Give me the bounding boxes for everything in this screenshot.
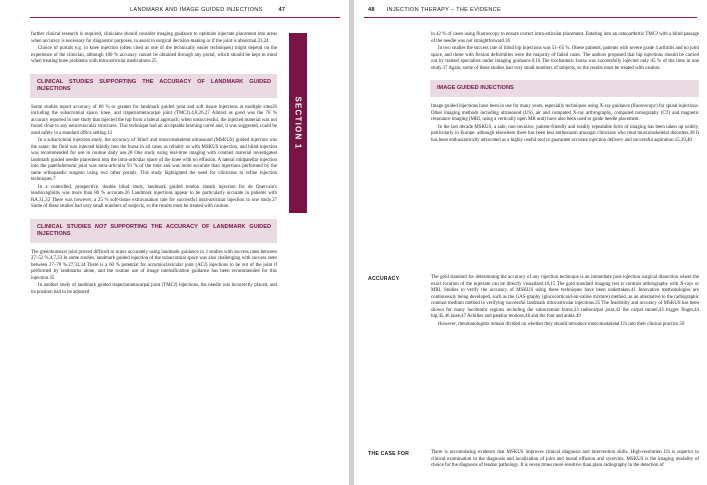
paragraph: in 42 % of cases using fluoroscopy to ensure correct intra-articular placement. Entering into an osteoarthritic TMCJ with a blind passage of the needle was not straightforward.36	[431, 32, 699, 44]
heading-not-supporting-accuracy	[30, 219, 277, 243]
side-label-accuracy: ACCURACY	[368, 276, 400, 282]
right-column-top	[431, 32, 699, 145]
heading-not-supporting-text: SUPPORTING THE ACCURACY OF LANDMARK GUIDED INJECTIONS	[37, 223, 271, 237]
right-page	[354, 0, 707, 485]
paragraph: The gold standard for determining the accuracy of any injection technique is an immediate post-injection surgical dissection where the exact location of the injectate can be directly visualized.10,15 The gold standard imaging test is contrast arthrography with X-rays or MRI. Studies to verify the accuracy of MSKUS using these techniques have been undertaken.41 Innovative methodologies are continuously being developed, such as the GAS-graphy (glucocorticoid-air-saline mixture) method, as an alternative to the radiographic contrast medium method in verifying successful landmark intra-articular injections.25 The feasibility and accuracy of MSKUS has been shown for many locomotor regions including the subacromial bursa,33 radiocarpal joint,42 the carpal tunnel,43 trigger finger,44 hip,45,46 knee,47 Achilles and patellar tendons,48 and the foot and ankle.49	[431, 275, 699, 319]
side-label-case-for: THE CASE FOR	[368, 451, 410, 457]
paragraph: There is accumulating evidence that MSKUS improves clinical diagnosis and intervention skills. High-resolution US is superior to clinical examination in the diagnosis and localization of joint and bursal effusion and synovitis. MSKUS is the imaging modality of choice for the diagnosis of tendon pathology. It is seven times more sensitive than plain radiography in the detection of	[431, 450, 699, 468]
right-running-head-title: INJECTION THERAPY – THE EVIDENCE	[386, 7, 502, 13]
paragraph: The glenohumeral joint proved difficult to inject accurately using landmark guidance in 3 studies with success rates between 27–52 %.4,7,33 In some studies, landmark guided injection of the subacromial space was also challenging with success rates between 27–70 %.27,33,34 There is a 60 % potential for acromioclavicular joint (ACJ) injections to be out of the joint if performed by landmarks alone, and the routine use of image intensification guidance has been recommended for this injection.35	[31, 249, 277, 281]
heading-image-guided: IMAGE GUIDED INJECTIONS	[430, 80, 699, 97]
heading-supporting-accuracy: CLINICAL STUDIES SUPPORTING THE ACCURACY OF LANDMARK GUIDED INJECTIONS	[30, 74, 277, 98]
paragraph: In the last decade MSKUS, a safe, non-invasive, patient-friendly and readily repeatable form of imaging has been taken up widely, particularly in Europe, although elsewhere there has been less enthusiasm amongst clinicians who treat musculoskeletal disorders.38 It has been enthusiastically advocated as a highly useful tool to guarantee accurate injection delivery and successful aspiration.15,39,40	[431, 124, 699, 143]
right-running-head	[368, 7, 501, 13]
paragraph: Choice of portals e.g. in knee injection (often cited as one of the technically easier techniques) might depend on the experience of the clinician, although 100 % accuracy cannot be obtained through any portal, which should be kept in mind when treating knee problems with intra-articular medications.25	[31, 46, 277, 64]
heading-not-supporting-text: CLINICAL STUDIES	[37, 223, 95, 230]
left-page	[0, 0, 349, 485]
right-page-number: 48	[368, 7, 375, 13]
paragraph: However, rheumatologists remain divided on whether they should introduce musculoskeletal US into their clinical practice.50	[438, 321, 685, 327]
left-running-head	[130, 7, 285, 13]
paragraph: In a controlled, prospective, double blind study, landmark guided tendon sheath injection for de Quervain's tendiovaginitis was more than 80 % accurate.26 Landmark injections appear to be particularly accurate in patients with RA.31,32 There was however, a 25 % soft-tissue extravasation rate for successful intra-articular injection in one study.27 Some of these studies had very small numbers of subjects, so the results must be treated with caution.	[31, 184, 277, 209]
paragraph: further clinical research is required, clinicians should consider imaging guidance to optimize injectate placement into areas when accuracy is necessary for diagnostic purposes, to assist in surgical decision-making or if the joint is abnormal.23,24	[31, 32, 277, 44]
case-for-section	[431, 450, 699, 471]
paragraph: In a subacromial injection study, the accuracy of 'blind' and musculoskeletal ultrasound (MSKUS) guided injection was the same; the fluid was injected blindly into the bursa in all cases as reliably as with MSKUS injection, and blind injection was recommended for use in routine daily use.28 One study using real-time imaging with contrast material investigated landmark guided needle placement into the intra-articular space of the knee with no effusion. A lateral midpatellar injection into the patellofemoral joint was intra-articular 93 % of the time and was more accurate than injections performed by the same orthopaedic surgeon using two other portals. This study highlighted the need for clinicians to refine injection techniques.7	[31, 138, 277, 182]
right-head-rule	[364, 17, 697, 18]
section-tab	[289, 33, 307, 213]
left-running-head-title: LANDMARK AND IMAGE GUIDED INJECTIONS	[130, 7, 263, 13]
paragraph: Image guided injections have been in use for many years, especially techniques using X-ray guidance (fluoroscopy) for spinal injections. Other imaging methods including ultrasound (US), air and computed X-ray arthrography, computed tomography (CT) and magnetic resonance imaging (MRI, using a vertically open MR unit) have also been used to guide needle placement.	[431, 104, 699, 122]
left-head-rule	[30, 17, 340, 18]
paragraph: Some studies report accuracy of 80 % or greater for landmark guided joint and soft tissue injections at multiple sites26 including the subacromial space, knee, and trapeziometacarpal joint (TMCJ).4,8,26,27 Almost as good was the 78 % accuracy reported in one study that injected the hip from a lateral approach; when unsuccessful, the injected material was not found close to any neurovascular structures. This technique had an acceptable learning curve and, it was suggested, could be used safely in a standard office setting.13	[31, 104, 277, 136]
paragraph: In another study of landmark guided trapeziometacarpal joint (TMCJ) injections, the needle was incorrectly placed, and its position had to be adjusted	[31, 283, 277, 295]
accuracy-section	[431, 275, 699, 329]
heading-not-supporting-emphasis: NOT	[94, 223, 107, 230]
left-page-number: 47	[278, 7, 286, 13]
paragraph: In two studies the success rate of blind hip injections was 51–65 %. Obese patients, patients with severe grade 4 arthritis and no joint space, and those with flexion deformities were the majority of failed cases. The authors proposed that hip injections should be carried out by trained specialists under imaging guidance.9,10 The trochanteric bursa was successfully injected only 45 % of the time in one study.37 Again, some of these studies had very small numbers of subjects, so the results must be treated with caution.	[431, 46, 699, 71]
section-tab-label: SECTION 1	[293, 96, 303, 150]
left-column	[31, 32, 277, 297]
